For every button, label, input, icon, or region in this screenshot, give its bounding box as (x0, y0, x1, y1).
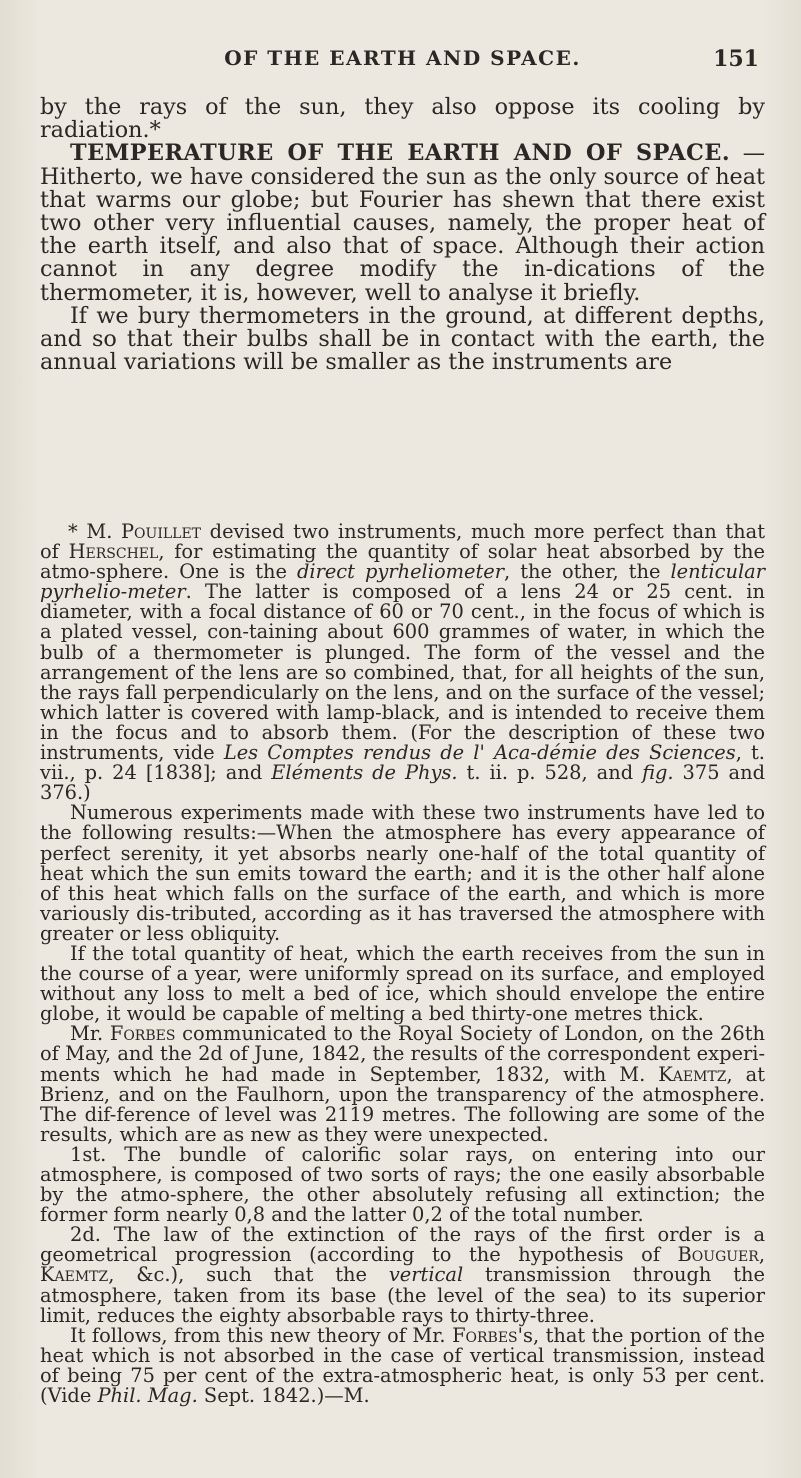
section-heading: TEMPERATURE OF THE EARTH AND OF SPACE. (70, 140, 731, 167)
paragraph-continuation: by the rays of the sun, they also oppose its cooling by radiation.* (40, 94, 765, 144)
footnote-text: 2d. The law of the extinction of the rays of the first order is a geometrical progression (according to the hypothesis of (40, 1223, 765, 1267)
citation-elements-de-phys: Eléments de Phys. (271, 761, 458, 785)
running-head (40, 46, 765, 76)
paragraph: If we bury thermometers in the ground, at different depths, and so that their bulbs shall be in contact with the earth, the annual variations will be smaller as the instruments are (40, 302, 765, 376)
name-bouguer: Bouguer (677, 1243, 759, 1267)
term-vertical: vertical (388, 1263, 464, 1287)
citation-comptes-rendus: Les Comptes rendus de l' Aca-démie des Sciences (223, 741, 736, 765)
name-forbes: Forbes (109, 1022, 176, 1046)
footnote-text: * M. (68, 520, 121, 543)
name-kaemtz: Kaemtz (658, 1062, 727, 1086)
name-forbes: Forbes (452, 1323, 518, 1347)
footnote-text: communicated to the Royal Society of London, on the 26th of May, and the 2d of June, 1842, the results of the correspondent experi-ments which he had made in September, 1832, with M. (40, 1022, 765, 1086)
footnote-paragraph (40, 1024, 765, 1145)
footnote-text: Mr. (70, 1022, 110, 1046)
footnote-text: It follows, from this new theory of Mr. (70, 1323, 453, 1347)
citation-phil-mag: Phil. Mag. (97, 1384, 198, 1408)
footnote-text: 375 and 376.) (40, 761, 765, 805)
footnote-text: , t. vii., p. 24 [1838]; and (40, 741, 765, 785)
footnote-text: t. ii. p. 528, and (457, 761, 643, 785)
page-number: 151 (713, 46, 759, 72)
footnote-text: , &c.), such that the (108, 1263, 389, 1287)
running-title: OF THE EARTH AND SPACE. (224, 46, 581, 70)
footnote-text: , for estimating the quantity of solar heat absorbed by the atmo-sphere. One is the (40, 540, 765, 584)
footnote-text: devised two instruments, much more perfect than that of (40, 520, 765, 564)
name-pouillet: Pouillet (121, 520, 202, 543)
name-kaemtz: Kaemtz (40, 1263, 109, 1287)
footnote-text: transmission through the atmosphere, taken from its base (the level of the sea) to its superior limit, reduces the eighty absorbable rays to thirty-three. (40, 1263, 765, 1327)
footnote-paragraph: If the total quantity of heat, which the earth receives from the sun in the course of a year, were uniformly spread on its surface, and employed without any loss to melt a bed of ice, which should envelope the entire globe, it would be capable of melting a bed thirty-one metres thick. (40, 941, 765, 1026)
footnote-paragraph: Numerous experiments made with these two instruments have led to the following results:—When the atmosphere has every appearance of perfect serenity, it yet absorbs nearly one-half of the total quantity of heat which the sun emits toward the earth; and it is the other half alone of this heat which falls on the surface of the earth, and which is more variously dis-tributed, according as it has traversed the atmosphere with greater or less obliquity. (40, 801, 765, 945)
footnote-paragraph (40, 1323, 765, 1408)
term-lenticular-pyrheliometer: lenticular pyrhelio-meter (40, 560, 765, 604)
footnote-text: Sept. 1842.)—M. (197, 1384, 370, 1408)
footnote-paragraph (40, 1225, 765, 1325)
footnote-text: , at Brienz, and on the Faulhorn, upon the transparency of the atmosphere. The dif-ference of level was 2119 metres. The following are some of the results, which are as new as they were unexpected. (40, 1062, 765, 1146)
footnote-paragraph (40, 522, 765, 803)
section-body: —Hitherto, we have considered the sun as the only source of heat that warms our globe; but Fourier has shewn that there exist two other very influential causes, namely, the proper heat of the earth itself, and also that of space. Although their action cannot in any degree modify the in-dications of the thermometer, it is, however, well to analyse it briefly. (40, 140, 765, 306)
main-text (40, 96, 765, 374)
term-direct-pyrheliometer: direct pyrheliometer (296, 560, 505, 584)
footnote (40, 522, 765, 1406)
footnote-text: , (758, 1243, 765, 1267)
footnote-text: . The latter is composed of a lens 24 or 25 cent. in diameter, with a focal distance of 60 or 70 cent., in the focus of which is a plated vessel, con-taining about 600 grammes of water, in which the bulb of a thermometer is plunged. The form of the vessel and the arrangement of the lens are so combined, that, for all heights of the sun, the rays fall perpendicularly on the lens, and on the surface of the vessel; which latter is covered with lamp-black, and is intended to receive them in the focus and to absorb them. (For the description of these two instruments, vide (40, 580, 765, 765)
footnote-text: , the other, the (504, 560, 671, 584)
citation-fig: fig. (642, 761, 674, 785)
section-paragraph (40, 142, 765, 304)
footnote-paragraph: 1st. The bundle of calorific solar rays, on entering into our atmosphere, is composed of two sorts of rays; the one easily absorbable by the atmo-sphere, the other absolutely refusing all extinction; the former form nearly 0,8 and the latter 0,2 of the total number. (40, 1142, 765, 1227)
footnote-text: 's, that the portion of the heat which is not absorbed in the case of vertical transmission, instead of being 75 per cent of the extra-atmospheric heat, is only 53 per cent. (Vide (40, 1323, 765, 1408)
name-herschel: Herschel (68, 540, 159, 564)
